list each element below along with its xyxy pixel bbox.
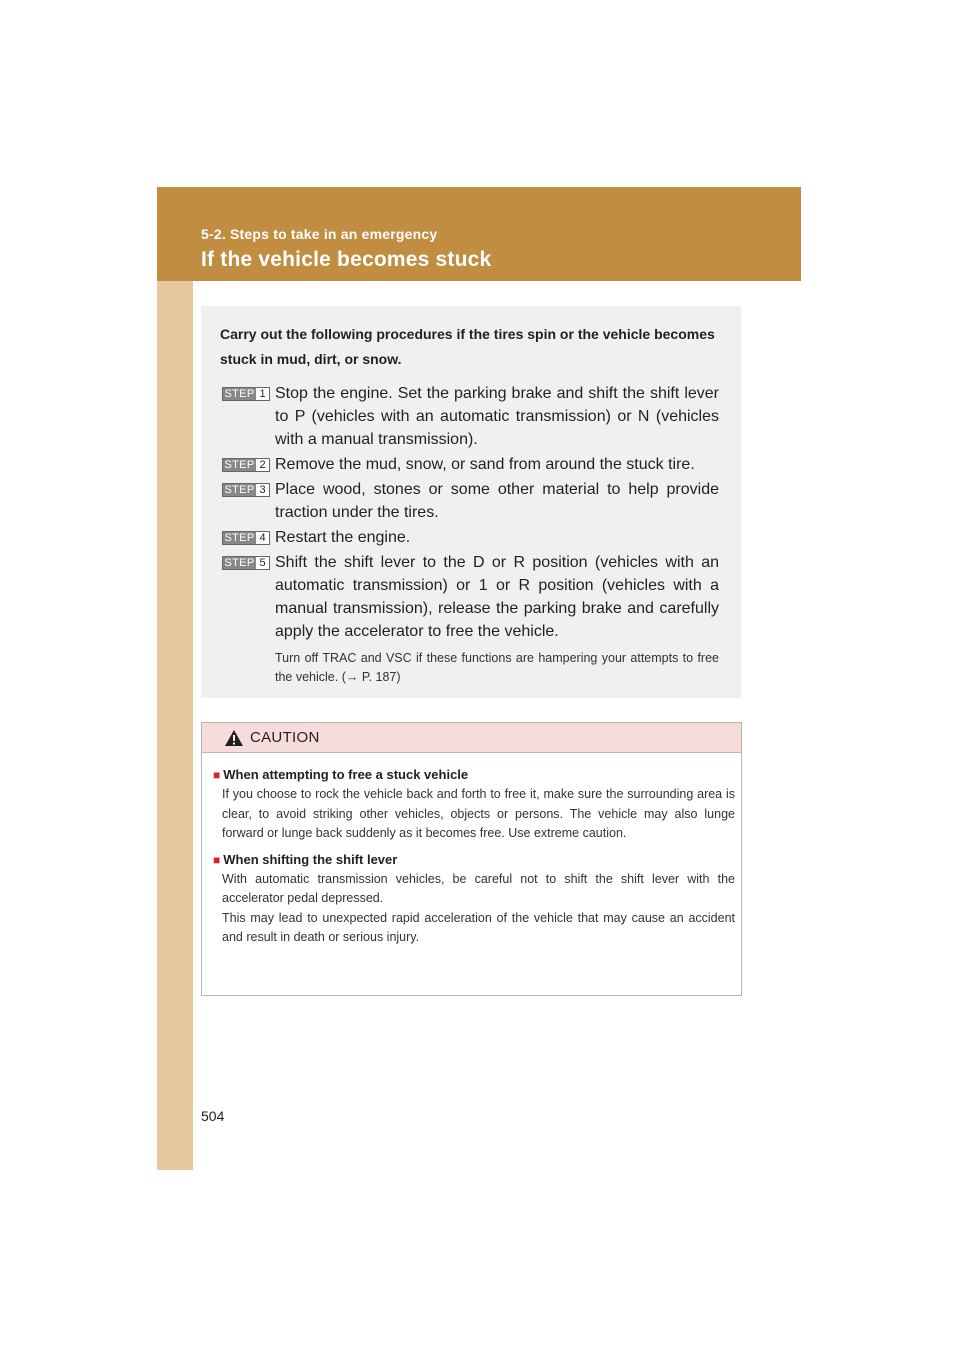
step-text: Shift the shift lever to the D or R position (vehicles with an automatic transmission) or 1 or R position (vehicles with a manual transmission), release the parking brake and carefully apply the accelerator to free the vehicle. <box>275 554 719 640</box>
step-badge-label: STEP <box>224 388 255 400</box>
square-bullet-icon: ■ <box>213 768 221 782</box>
step-badge-number: 4 <box>259 532 266 544</box>
step-1 <box>220 382 719 451</box>
caution-item-text: If you choose to rock the vehicle back and forth to free it, make sure the surrounding area is clear, to avoid striking other vehicles, objects or persons. The vehicle may also lunge forward or lunge back suddenly as it becomes free. Use extreme caution. <box>222 787 735 840</box>
caution-label: CAUTION <box>250 729 320 746</box>
step-badge-number: 1 <box>259 388 266 400</box>
step-badge-label: STEP <box>224 532 255 544</box>
step-badge-number: 2 <box>259 459 266 471</box>
step-text: Stop the engine. Set the parking brake and shift the shift lever to P (vehicles with an automatic transmission) or N (vehicles with a manual transmission). <box>275 385 719 448</box>
step-badge-number: 3 <box>259 484 266 496</box>
caution-item-heading <box>213 850 735 870</box>
square-bullet-icon: ■ <box>213 852 221 867</box>
step-5 <box>220 551 719 687</box>
caution-item-heading <box>213 765 735 785</box>
caution-header <box>202 723 741 753</box>
caution-item <box>213 765 735 844</box>
caution-item-text: With automatic transmission vehicles, be careful not to shift the shift lever with the accelerator pedal depressed. <box>222 871 735 905</box>
page-title: If the vehicle becomes stuck <box>201 248 492 271</box>
step-badge-label: STEP <box>224 557 255 569</box>
section-label: 5-2. Steps to take in an emergency <box>201 226 438 242</box>
step-4 <box>220 526 719 549</box>
step-badge-number: 5 <box>259 557 266 569</box>
step-badge-label: STEP <box>224 459 255 471</box>
procedure-box <box>201 306 741 698</box>
step-badge-label: STEP <box>224 484 255 496</box>
caution-item <box>213 850 735 948</box>
side-strip <box>157 187 193 1170</box>
step-3 <box>220 478 719 524</box>
step-badge <box>222 556 270 570</box>
step-note: Turn off TRAC and VSC if these functions are hampering your attempts to free the vehicle. (→ P. 187) <box>275 651 719 684</box>
caution-body <box>202 753 741 948</box>
step-2 <box>220 453 719 476</box>
step-badge <box>222 387 270 401</box>
step-badge <box>222 531 270 545</box>
caution-item-text: This may lead to unexpected rapid acceleration of the vehicle that may cause an accident and result in death or serious injury. <box>222 910 735 944</box>
caution-item-heading-text: When attempting to free a stuck vehicle <box>223 767 469 782</box>
step-text: Remove the mud, snow, or sand from around the stuck tire. <box>275 456 695 473</box>
caution-item-heading-text: When shifting the shift lever <box>223 851 398 867</box>
step-text: Restart the engine. <box>275 529 411 546</box>
step-text: Place wood, stones or some other material to help provide traction under the tires. <box>275 481 719 521</box>
step-badge <box>222 483 270 497</box>
page-number: 504 <box>201 1108 225 1124</box>
procedure-intro: Carry out the following procedures if the tires spin or the vehicle becomes stuck in mud, dirt, or snow. <box>220 326 715 367</box>
step-badge <box>222 458 270 472</box>
warning-triangle-icon <box>224 729 244 747</box>
caution-box <box>201 722 742 996</box>
